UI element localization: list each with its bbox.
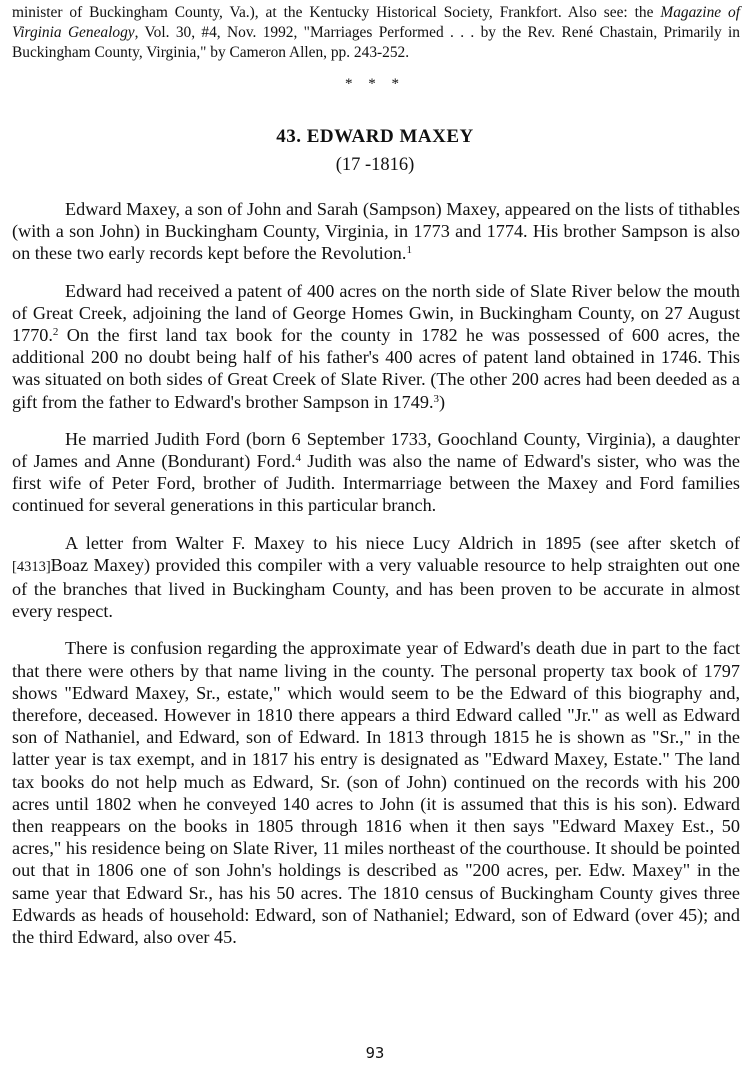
paragraph-text: Edward had received a patent of 400 acres on the north side of Slate River below the mouth of Great Creek, adjoining the land of George Homes Gwin, in Buckingham County, on 27 August 1770.	[12, 280, 740, 346]
footnote-text: , Vol. 30, #4, Nov. 1992, "Marriages Performed . . . by the Rev. René Chastain, Primarily in Buckingham County, Virginia," by Cameron Allen, pp. 243-252.	[12, 24, 740, 61]
biography-body	[12, 198, 740, 963]
paragraph-text: On the first land tax book for the county in 1782 he was possessed of 600 acres, the additional 200 no doubt being half of his father's 400 acres of patent land obtained in 1746. This was situated on both sides of Great Creek of Slate River. (The other 200 acres had been deeded as a gift from the father to Edward's brother Sampson in 1749.	[12, 325, 740, 412]
paragraph: There is confusion regarding the approximate year of Edward's death due in part to the fact that there were others by that name living in the county. The personal property tax book of 1797 shows "Edward Maxey, Sr., estate," which would seem to be the Edward of this biography and, therefore, deceased. However in 1810 there appears a third Edward called "Jr." as well as Edward son of Nathaniel, and Edward, son of Edward. In 1813 through 1815 he is shown as "Sr.," in the latter year is tax exempt, and in 1817 his entry is designated as "Edward Maxey, Estate." The land tax books do not help much as Edward, Sr. (son of John) continued on the records with his 200 acres until 1802 when he conveyed 140 acres to John (it is assumed that this is his son). Edward then reappears on the books in 1805 through 1816 when it then says "Edward Maxey Est., 50 acres," his residence being on Slate River, 11 miles northeast of the courthouse. It should be pointed out that in 1806 one of son John's holdings is described as "200 acres, per. Edw. Maxey" in the same year that Edward Sr., has his 50 acres. The 1810 census of Buckingham County gives three Edwards as heads of household: Edward, son of Nathaniel; Edward, son of Edward (over 45); and the third Edward, also over 45.	[12, 638, 740, 948]
paragraph	[12, 198, 740, 265]
paragraph	[12, 428, 740, 517]
footnote-marker: 2	[52, 326, 59, 339]
life-dates: (17 -1816)	[335, 155, 415, 175]
paragraph	[12, 532, 740, 623]
footnote-marker: 4	[295, 452, 302, 465]
footnote-marker: 1	[406, 244, 412, 257]
paragraph-text: He married Judith Ford (born 6 September 1733, Goochland County, Virginia), a daughter of James and Anne (Bondurant) Ford.	[12, 428, 740, 472]
paragraph-text: Edward Maxey, a son of John and Sarah (Sampson) Maxey, appeared on the lists of tithables (with a son John) in Buckingham County, Virginia, in 1773 and 1774. His brother Sampson is also on these two early records kept before the Revolution.	[12, 199, 740, 264]
paragraph-text: A letter from Walter F. Maxey to his niece Lucy Aldrich in 1895 (see after sketch of	[65, 532, 740, 553]
journal-title: Magazine of Virginia Genealogy	[12, 4, 740, 41]
page-number: 93	[365, 1044, 385, 1062]
cross-reference: [4313]	[12, 558, 51, 575]
section-separator: * * *	[345, 76, 405, 92]
paragraph-text: Judith was also the name of Edward's sister, who was the first wife of Peter Ford, brother of Judith. Intermarriage between the Maxey and Ford families continued for several generations in this particular branch.	[12, 451, 740, 516]
footnote-text: minister of Buckingham County, Va.), at the Kentucky Historical Society, Frankfort. Also see: the	[12, 4, 661, 21]
paragraph	[12, 280, 740, 413]
paragraph-text: )	[439, 391, 446, 412]
footnote-marker: 3	[433, 392, 440, 405]
paragraph-text: Boaz Maxey) provided this compiler with a very valuable resource to help straighten out one of the branches that lived in Buckingham County, and has been proven to be accurate in almost every respect.	[12, 554, 740, 622]
footnote-continuation	[12, 3, 740, 63]
section-title: 43. EDWARD MAXEY	[276, 126, 474, 147]
